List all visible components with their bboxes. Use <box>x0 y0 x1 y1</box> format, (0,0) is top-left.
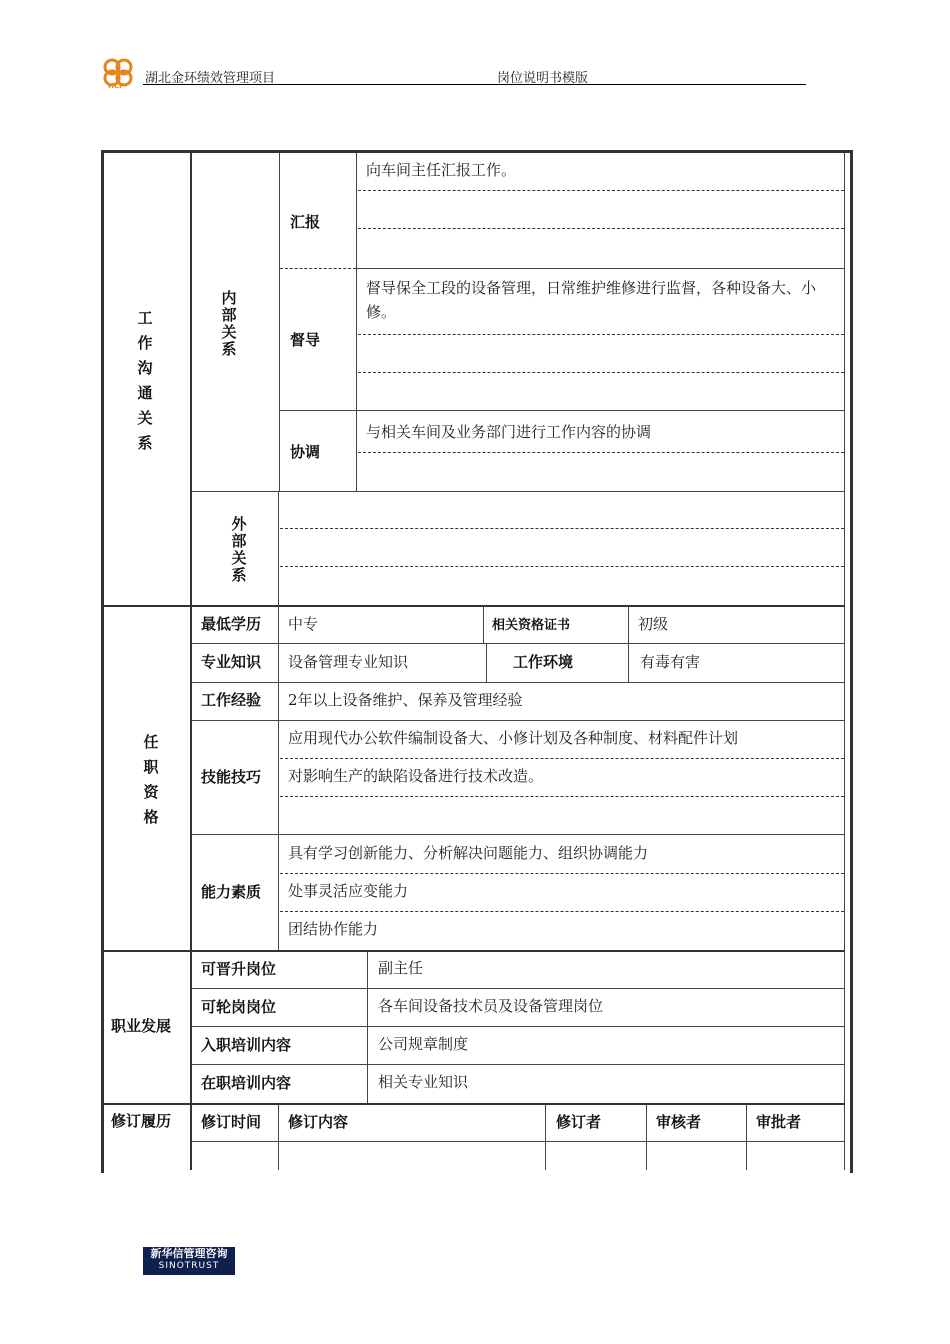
divider <box>483 606 484 643</box>
revision-col-time: 修订时间 <box>201 1113 262 1131</box>
dashed-rule <box>358 190 844 191</box>
divider <box>191 643 845 644</box>
header-company: 湖北金环绩效管理项目 <box>145 71 276 86</box>
divider <box>191 988 845 989</box>
divider <box>104 605 845 607</box>
promotion-label: 可晋升岗位 <box>201 960 277 978</box>
sinotrust-logo <box>143 1247 235 1275</box>
divider <box>545 1104 546 1170</box>
dashed-rule <box>280 911 844 912</box>
divider <box>357 410 844 411</box>
report-label: 汇报 <box>290 213 321 231</box>
divider <box>191 1026 845 1027</box>
min-education-label: 最低学历 <box>201 615 262 633</box>
divider <box>628 606 629 682</box>
dashed-rule <box>358 334 844 335</box>
promotion-value: 副主任 <box>378 959 424 977</box>
divider <box>191 1064 845 1065</box>
hcf-logo-text: HCF <box>108 82 124 90</box>
work-relations-label: 工作沟通关系 <box>137 309 153 452</box>
certificate-value: 初级 <box>638 615 669 633</box>
internal-relations-label: 内部关系 <box>221 289 237 358</box>
environment-value: 有毒有害 <box>640 653 701 671</box>
divider <box>191 834 845 835</box>
sinotrust-logo-cn: 新华信管理咨询 <box>150 1247 228 1260</box>
skills-line-1: 应用现代办公软件编制设备大、小修计划及各种制度、材料配件计划 <box>288 729 739 747</box>
divider <box>279 153 280 491</box>
divider <box>104 950 845 952</box>
revisions-label: 修订履历 <box>111 1112 172 1130</box>
experience-value: 2年以上设备维护、保养及管理经验 <box>288 691 523 709</box>
knowledge-label: 专业知识 <box>201 653 262 671</box>
divider <box>191 491 845 492</box>
header-rule <box>143 84 806 85</box>
dashed-rule <box>280 873 844 874</box>
rotation-value: 各车间设备技术员及设备管理岗位 <box>378 997 604 1015</box>
divider <box>646 1104 647 1170</box>
abilities-label: 能力素质 <box>201 883 262 901</box>
experience-label: 工作经验 <box>201 691 262 709</box>
dashed-rule <box>280 796 844 797</box>
coordinate-text: 与相关车间及业务部门进行工作内容的协调 <box>366 423 652 441</box>
dashed-rule <box>280 566 844 567</box>
sinotrust-logo-en: SINOTRUST <box>158 1261 220 1271</box>
environment-label: 工作环境 <box>513 653 574 671</box>
divider <box>280 268 356 269</box>
divider <box>357 268 844 269</box>
divider <box>367 951 368 1103</box>
knowledge-value: 设备管理专业知识 <box>288 653 409 671</box>
revision-col-reviser: 修订者 <box>556 1113 602 1131</box>
hcf-logo <box>100 54 138 92</box>
header-doc-title: 岗位说明书模版 <box>497 71 589 86</box>
skills-line-2: 对影响生产的缺陷设备进行技术改造。 <box>288 767 544 785</box>
inservice-value: 相关专业知识 <box>378 1073 469 1091</box>
dashed-rule <box>358 228 844 229</box>
coordinate-label: 协调 <box>290 443 321 461</box>
divider <box>844 153 845 1170</box>
dashed-rule <box>280 758 844 759</box>
divider <box>191 720 845 721</box>
abilities-line-1: 具有学习创新能力、分析解决问题能力、组织协调能力 <box>288 844 649 862</box>
min-education-value: 中专 <box>288 615 319 633</box>
divider <box>280 410 356 411</box>
rotation-label: 可轮岗岗位 <box>201 998 277 1016</box>
skills-label: 技能技巧 <box>201 768 262 786</box>
external-relations-label: 外部关系 <box>231 515 247 584</box>
dashed-rule <box>358 452 844 453</box>
divider <box>278 1104 279 1170</box>
divider <box>191 682 845 683</box>
report-text: 向车间主任汇报工作。 <box>366 161 517 179</box>
divider <box>191 1141 845 1142</box>
career-label: 职业发展 <box>111 1017 172 1035</box>
dashed-rule <box>280 528 844 529</box>
revision-col-content: 修订内容 <box>288 1113 349 1131</box>
abilities-line-2: 处事灵活应变能力 <box>288 882 409 900</box>
supervise-text: 督导保全工段的设备管理，日常维护维修进行监督，各种设备大、小修。 <box>366 279 817 321</box>
divider <box>746 1104 747 1170</box>
inservice-label: 在职培训内容 <box>201 1074 292 1092</box>
revision-col-reviewer: 审核者 <box>656 1113 702 1131</box>
supervise-label: 督导 <box>290 331 321 349</box>
divider <box>278 491 279 606</box>
revision-col-approver: 审批者 <box>756 1113 802 1131</box>
dashed-rule <box>358 372 844 373</box>
certificate-label: 相关资格证书 <box>492 618 571 633</box>
divider <box>356 153 357 491</box>
divider <box>486 644 487 682</box>
qualifications-label: 任职资格 <box>143 733 159 826</box>
onboarding-value: 公司规章制度 <box>378 1035 469 1053</box>
onboarding-label: 入职培训内容 <box>201 1036 292 1054</box>
divider <box>278 606 279 950</box>
divider <box>104 1103 845 1105</box>
abilities-line-3: 团结协作能力 <box>288 920 379 938</box>
divider <box>190 153 192 1170</box>
